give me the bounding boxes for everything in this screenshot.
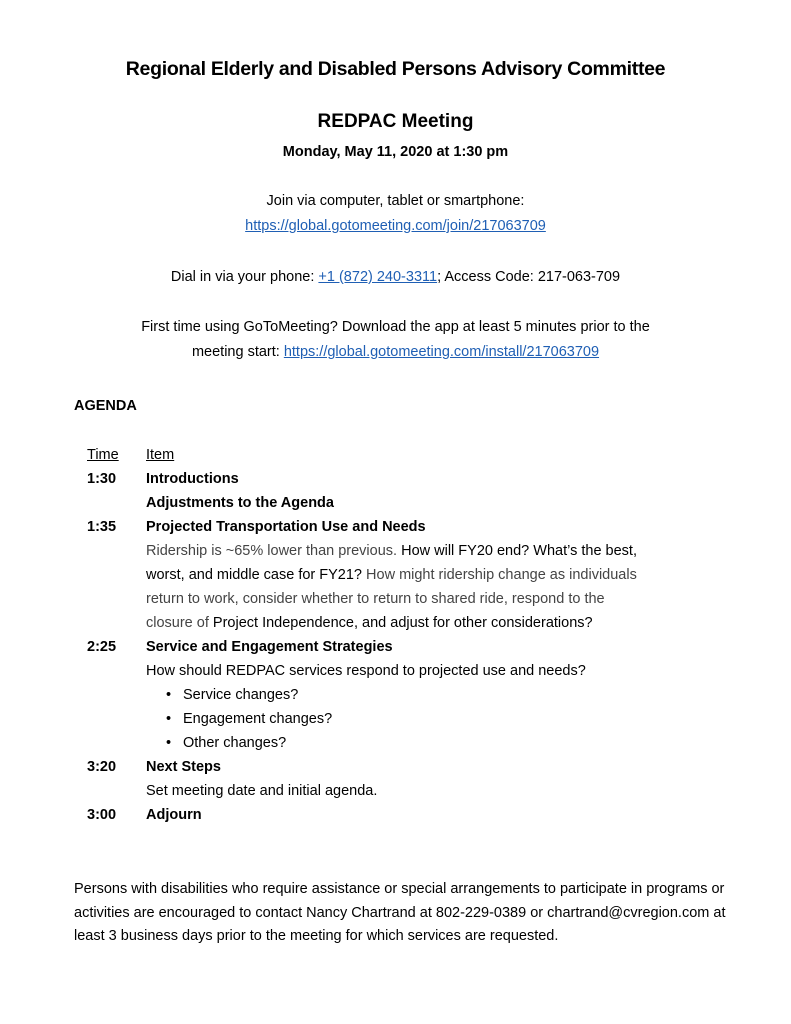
agenda-item-title: Service and Engagement Strategies <box>146 639 393 655</box>
agenda-time: 3:00 <box>87 807 117 823</box>
agenda-time: 1:35 <box>87 519 117 535</box>
agenda-item-desc: worst, and middle case for FY21? How might ridership change as individuals <box>146 567 637 583</box>
agenda-item-desc: Set meeting date and initial agenda. <box>146 783 378 799</box>
bullet-icon: • <box>166 687 172 703</box>
install-link[interactable]: https://global.gotomeeting.com/install/217063709 <box>283 344 600 360</box>
agenda-item-desc: Ridership is ~65% lower than previous. How will FY20 end? What’s the best, <box>146 543 637 559</box>
bullet-item: Service changes? <box>183 687 299 703</box>
agenda-item-desc: How should REDPAC services respond to projected use and needs? <box>146 663 586 679</box>
agenda-time: 2:25 <box>87 639 117 655</box>
dial-in-label: Dial in via your phone: <box>170 269 319 285</box>
agenda-item-title: Adjustments to the Agenda <box>146 495 334 511</box>
agenda-heading: AGENDA <box>74 398 137 414</box>
agenda-item-title: Projected Transportation Use and Needs <box>146 519 426 535</box>
col-time-header: Time <box>87 447 119 463</box>
dial-in-line <box>0 269 791 285</box>
join-label: Join via computer, tablet or smartphone: <box>266 193 525 209</box>
agenda-item-desc: return to work, consider whether to return to shared ride, respond to the <box>146 591 605 607</box>
bullet-icon: • <box>166 711 172 727</box>
phone-link[interactable]: +1 (872) 240-3311 <box>318 269 438 285</box>
agenda-time: 1:30 <box>87 471 117 487</box>
meeting-start-label: meeting start: <box>191 344 284 360</box>
bullet-item: Engagement changes? <box>183 711 333 727</box>
bullet-icon: • <box>166 735 172 751</box>
bullet-item: Other changes? <box>183 735 287 751</box>
access-code: ; Access Code: 217-063-709 <box>437 269 621 285</box>
meeting-date-time: Monday, May 11, 2020 at 1:30 pm <box>282 144 509 160</box>
join-link[interactable]: https://global.gotomeeting.com/join/217063709 <box>245 218 546 234</box>
agenda-item-title: Adjourn <box>146 807 202 823</box>
agenda-time: 3:20 <box>87 759 117 775</box>
accessibility-notice: Persons with disabilities who require assistance or special arrangements to participate in programs or activities are encouraged to contact Nancy Chartrand at 802-229-0389 or chartrand@cvregion.com at least 3 business days prior to the meeting for which services are requested. <box>74 881 726 944</box>
col-item-header: Item <box>146 447 175 463</box>
first-time-line: First time using GoToMeeting? Download the app at least 5 minutes prior to the <box>141 319 650 335</box>
organization-title: Regional Elderly and Disabled Persons Advisory Committee <box>125 58 666 80</box>
agenda-item-title: Next Steps <box>146 759 221 775</box>
agenda-item-desc: closure of Project Independence, and adjust for other considerations? <box>146 615 593 631</box>
agenda-item-title: Introductions <box>146 471 239 487</box>
meeting-title: REDPAC Meeting <box>317 111 474 132</box>
